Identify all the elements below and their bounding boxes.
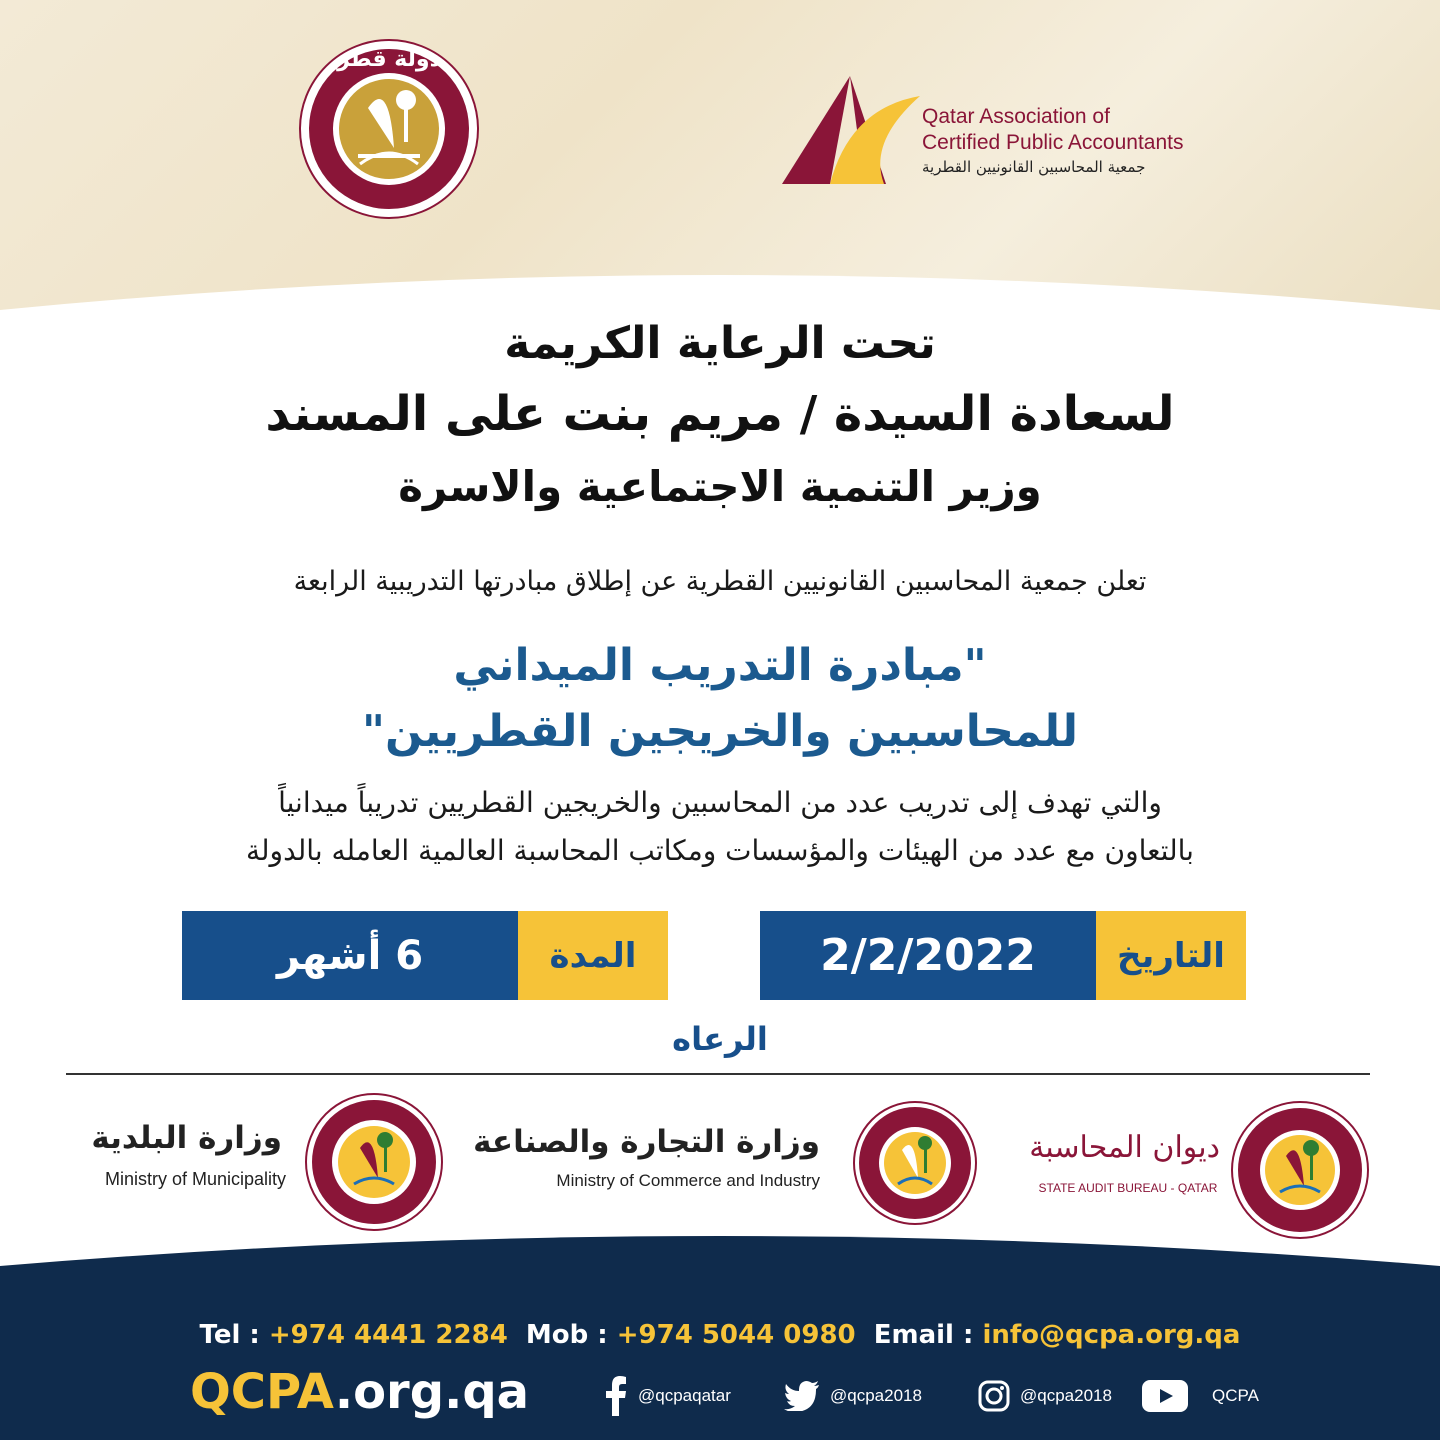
commerce-ministry-seal xyxy=(852,1100,978,1226)
tel-label: Tel : xyxy=(199,1320,269,1350)
qcpa-logo xyxy=(780,72,1250,192)
audit-bureau-seal xyxy=(1230,1100,1370,1240)
date-box xyxy=(760,911,1246,1000)
announcement-text: تعلن جمعية المحاسبين القانونيين القطرية عن إطلاق مبادرتها التدريبية الرابعة xyxy=(293,566,1147,597)
facebook-handle: @qcpaqatar xyxy=(638,1386,731,1405)
duration-label: المدة xyxy=(518,911,668,1000)
twitter-handle: @qcpa2018 xyxy=(830,1386,922,1405)
qcpa-mark-icon xyxy=(780,72,920,188)
website-brand: QCPA xyxy=(190,1364,335,1420)
commerce-ministry-name-en: Ministry of Commerce and Industry xyxy=(556,1171,820,1190)
qcpa-name-en xyxy=(922,104,1252,156)
qcpa-name-line2: Certified Public Accountants xyxy=(922,131,1184,154)
commerce-ministry-name-ar: وزارة التجارة والصناعة xyxy=(473,1124,820,1160)
facebook-icon xyxy=(604,1376,628,1416)
patronage-line-2: لسعادة السيدة / مريم بنت على المسند xyxy=(265,386,1175,442)
youtube-handle: QCPA xyxy=(1212,1386,1259,1405)
mob-value[interactable]: +974 5044 0980 xyxy=(616,1320,856,1350)
tel-value[interactable]: +974 4441 2284 xyxy=(268,1320,508,1350)
ministry-social-development-seal xyxy=(298,38,480,220)
initiative-title-line-2: للمحاسبين والخريجين القطريين" xyxy=(362,706,1078,757)
patronage-line-1: تحت الرعاية الكريمة xyxy=(504,318,936,369)
municipality-ministry-name-en: Ministry of Municipality xyxy=(104,1169,286,1189)
sponsors-title: الرعاه xyxy=(672,1020,768,1058)
website-link[interactable] xyxy=(190,1364,529,1420)
qcpa-name-line1: Qatar Association of xyxy=(922,105,1110,128)
qcpa-name-ar: جمعية المحاسبين القانونيين القطرية xyxy=(922,158,1146,176)
instagram-icon xyxy=(978,1380,1010,1412)
duration-box xyxy=(182,911,668,1000)
date-label: التاريخ xyxy=(1096,911,1246,1000)
facebook-link[interactable] xyxy=(604,1374,731,1418)
audit-bureau-name-en: STATE AUDIT BUREAU - QATAR xyxy=(1038,1181,1218,1195)
email-label: Email : xyxy=(855,1320,983,1350)
duration-value: 6 أشهر xyxy=(182,911,518,1000)
youtube-link[interactable] xyxy=(1142,1374,1259,1418)
audit-bureau-name-ar: ديوان المحاسبة xyxy=(1029,1130,1220,1165)
email-value[interactable]: info@qcpa.org.qa xyxy=(982,1320,1241,1350)
instagram-link[interactable] xyxy=(978,1374,1112,1418)
description-line-1: والتي تهدف إلى تدريب عدد من المحاسبين والخريجين القطريين تدريباً ميدانياً xyxy=(278,786,1162,819)
description-line-2: بالتعاون مع عدد من الهيئات والمؤسسات ومكاتب المحاسبة العالمية العامله بالدولة xyxy=(246,834,1194,867)
contact-line xyxy=(0,1320,1440,1350)
mob-label: Mob : xyxy=(507,1320,617,1350)
initiative-title-line-1: "مبادرة التدريب الميداني xyxy=(453,640,987,691)
youtube-icon xyxy=(1142,1380,1188,1412)
instagram-handle: @qcpa2018 xyxy=(1020,1386,1112,1405)
twitter-link[interactable] xyxy=(784,1374,922,1418)
seal-top-label: دولة قطر xyxy=(337,47,441,72)
website-domain: .org.qa xyxy=(334,1364,530,1420)
twitter-icon xyxy=(784,1381,820,1411)
municipality-ministry-seal xyxy=(304,1092,444,1232)
date-value: 2/2/2022 xyxy=(760,911,1096,1000)
patronage-line-3: وزير التنمية الاجتماعية والاسرة xyxy=(398,462,1042,511)
municipality-ministry-name-ar: وزارة البلدية xyxy=(91,1120,282,1156)
sponsors-divider xyxy=(66,1073,1370,1075)
